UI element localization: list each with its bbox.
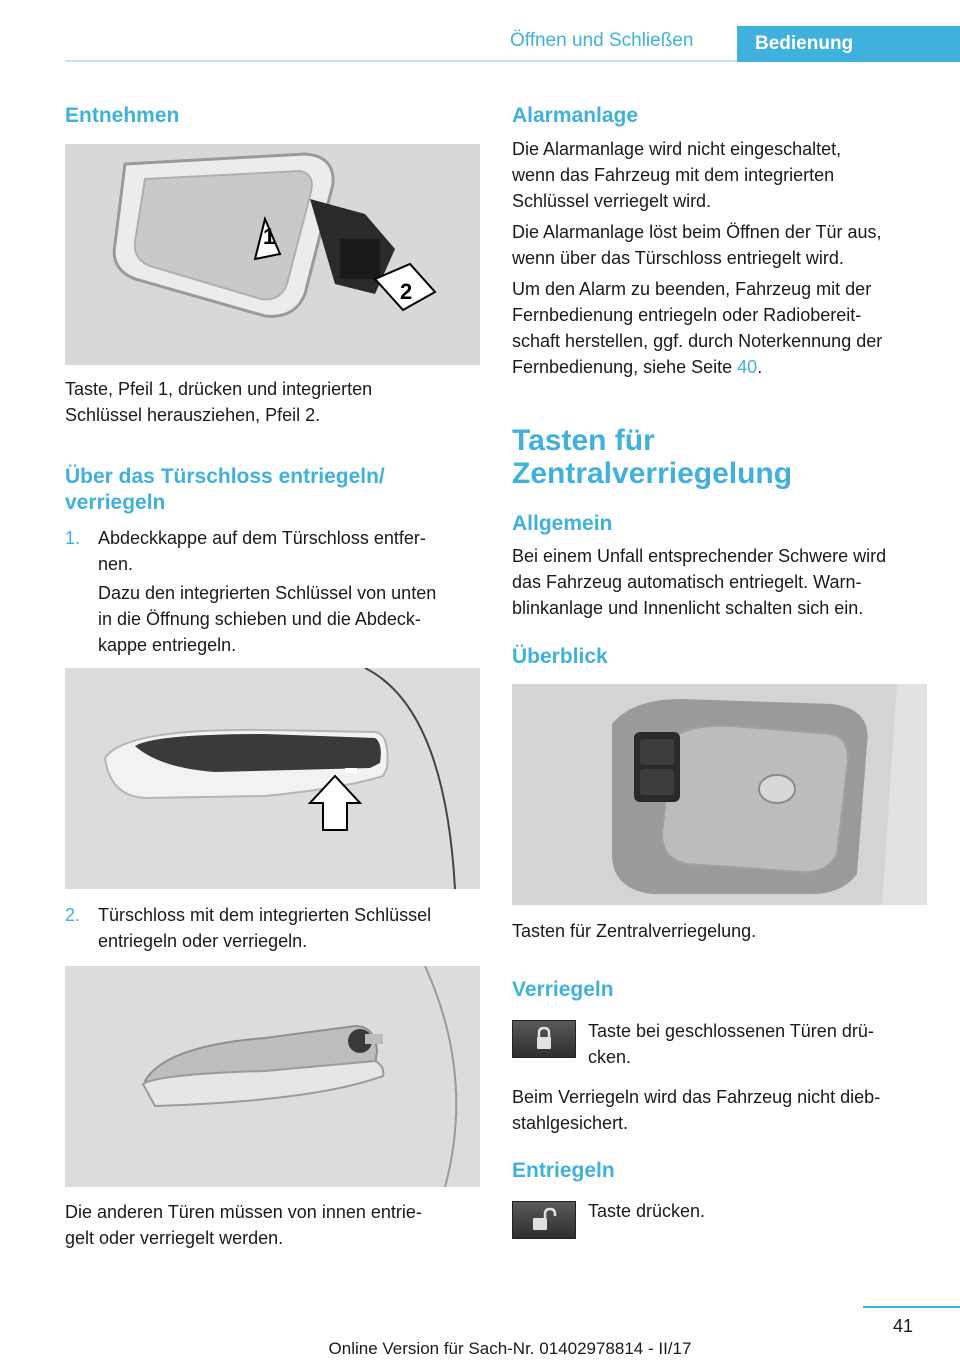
unlock-icon — [513, 1202, 575, 1238]
step-1-detail: Dazu den integrierten Schlüssel von unten in die Öffnung schieben und die Abdeck- kappe entriegeln. — [98, 583, 437, 655]
verriegeln-note: Beim Verriegeln wird das Fahrzeug nicht dieb- stahlgesichert. — [512, 1087, 881, 1133]
entriegeln-instruction: Taste drücken. — [588, 1201, 706, 1221]
closing-note: Die anderen Türen müssen von innen entrie- gelt oder verriegelt werden. — [65, 1202, 422, 1248]
lock-icon — [513, 1021, 575, 1057]
heading-alarmanlage: Alarmanlage — [512, 104, 639, 127]
footer-rule — [863, 1306, 960, 1308]
heading-allgemein: Allgemein — [512, 512, 613, 535]
caption-tasten: Tasten für Zentralverriegelung. — [512, 921, 757, 941]
alarm-para-1: Die Alarmanlage wird nicht eingeschaltet, wenn das Fahrzeug mit dem integrierten Schlüssel verriegelt wird. — [512, 139, 842, 211]
alarm-para-2: Die Alarmanlage löst beim Öffnen der Tür aus, wenn über das Türschloss entriegelt wird. — [512, 222, 882, 268]
section-title: Öffnen und Schließen — [510, 30, 694, 51]
step-2-number: 2. — [65, 905, 81, 925]
lock-buttons-figure — [512, 684, 927, 905]
door-handle-cap-figure — [65, 668, 480, 889]
door-handle-key-figure — [65, 966, 480, 1187]
lock-button-image — [512, 1020, 576, 1058]
heading-entnehmen: Entnehmen — [65, 104, 180, 127]
online-version-note: Online Version für Sach-Nr. 01402978814 - II/17 — [328, 1339, 692, 1358]
page-number: 41 — [893, 1316, 914, 1336]
alarm-para-3: Um den Alarm zu beenden, Fahrzeug mit der Fernbedienung entriegeln oder Radiobereit- schaft herstellen, ggf. durch Noterkennung der Fernbedienung, siehe Seite 40. — [512, 279, 883, 377]
allgemein-para: Bei einem Unfall entsprechender Schwere wird das Fahrzeug automatisch entriegelt. Warn- blinkanlage und Innenlicht schalten sich ein. — [512, 546, 887, 618]
arrow-label-1: 1 — [263, 224, 276, 249]
key-removal-figure — [65, 144, 480, 365]
step-1-number: 1. — [65, 528, 81, 548]
heading-ueberblick: Überblick — [512, 645, 608, 668]
heading-tuerschloss: Über das Türschloss entriegeln/ verriegeln — [65, 465, 385, 514]
heading-entriegeln: Entriegeln — [512, 1159, 615, 1182]
step-2-text: Türschloss mit dem integrierten Schlüssel entriegeln oder verriegeln. — [98, 905, 432, 951]
step-1-text: Abdeckkappe auf dem Türschloss entfer- nen. — [98, 528, 426, 574]
chapter-tab: Bedienung — [737, 26, 960, 62]
caption-entnehmen: Taste, Pfeil 1, drücken und integrierten Schlüssel herausziehen, Pfeil 2. — [65, 379, 373, 425]
unlock-button-image — [512, 1201, 576, 1239]
heading-tasten: Tasten für Zentralverriegelung — [512, 424, 793, 490]
arrow-label-2: 2 — [400, 279, 413, 304]
page-link[interactable]: 40 — [737, 357, 758, 377]
heading-verriegeln: Verriegeln — [512, 978, 614, 1001]
verriegeln-instruction: Taste bei geschlossenen Türen drü- cken. — [588, 1021, 874, 1067]
